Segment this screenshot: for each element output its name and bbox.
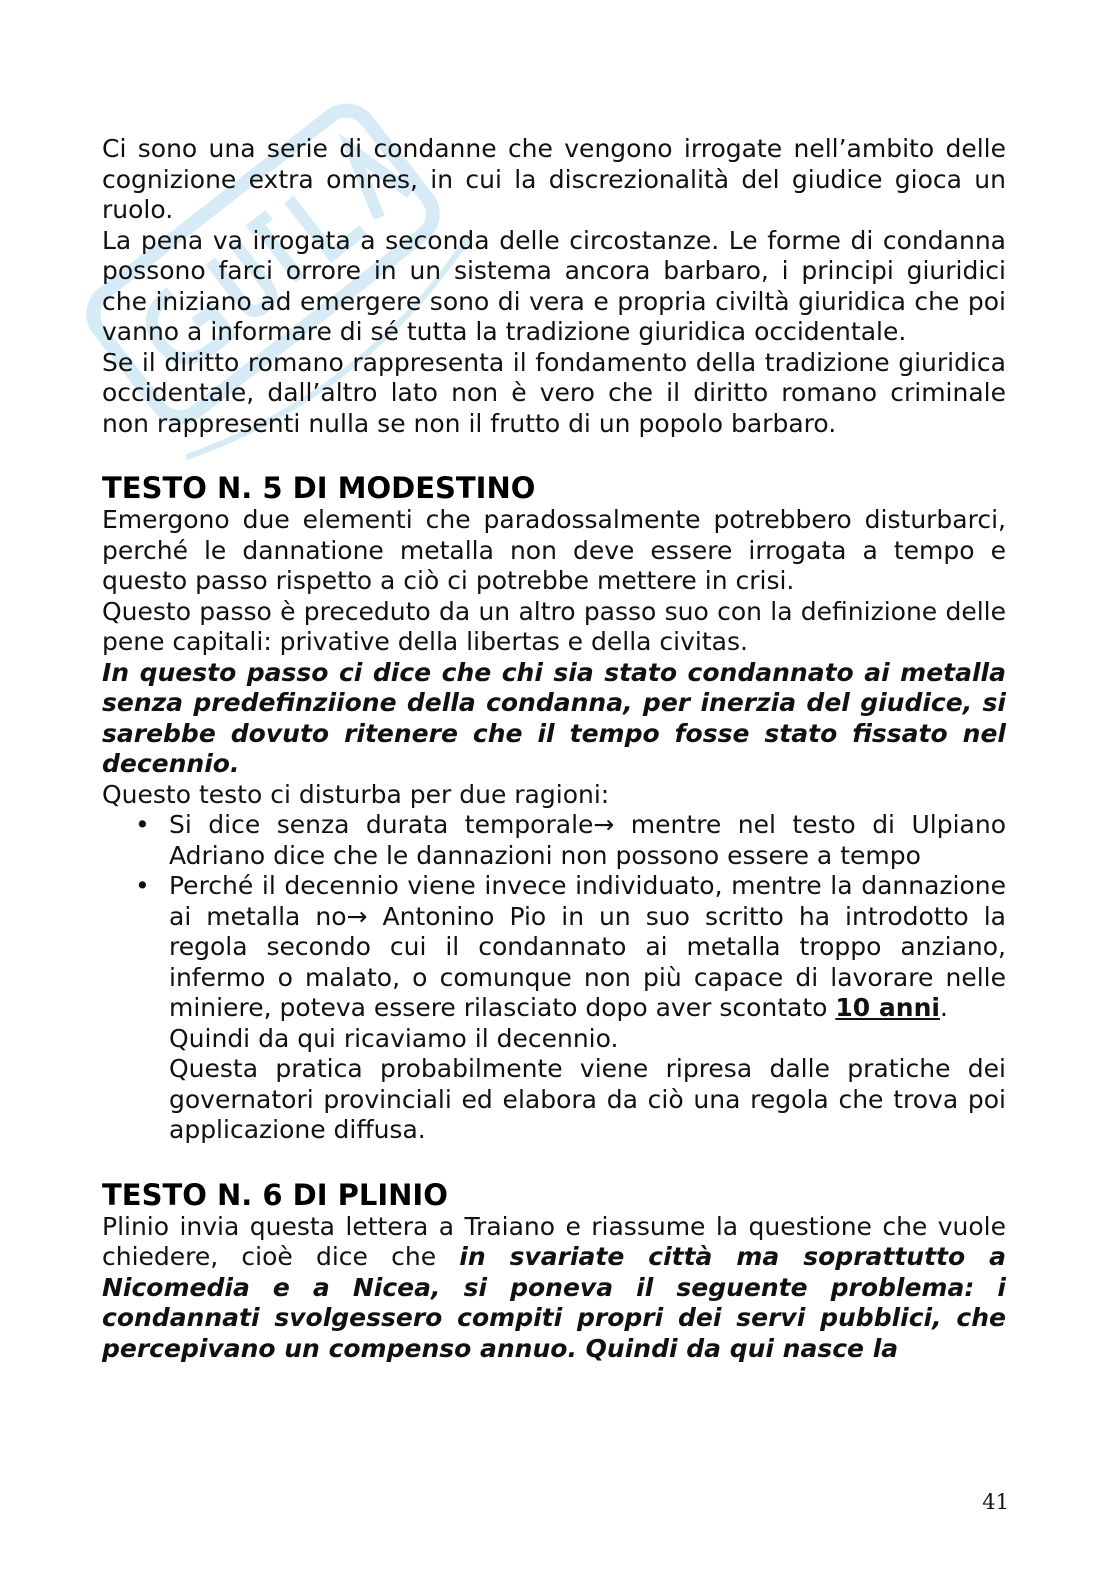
ten-years-highlight: 10 anni [835,993,940,1022]
section-6-emphasis-text: in svariate città ma soprattutto a Nicomedia e a Nicea, si poneva il seguente problema: i condannati svolgessero compiti propri dei servi pubblici, che percepivano un compenso annuo. Quindi da qui nasce la [102,1242,1006,1363]
section-6-plain-text: Plinio invia questa lettera a Traiano e riassume la questione che vuole chiedere, cioè dice che [102,1211,1006,1271]
section-5-paragraph-1: Emergono due elementi che paradossalmente potrebbero disturbarci, perché le dannatione metalla non deve essere irrogata a tempo e questo passo rispetto a ciò ci potrebbe mettere in crisi. [102,505,1006,595]
section-6-paragraph-1 [102,1212,1006,1365]
document-body [102,134,1006,1364]
section-5-emphasis-paragraph: In questo passo ci dice che chi sia stato condannato ai metalla senza predefinziione della condanna, per inerzia del giudice, si sarebbe dovuto ritenere che il tempo fosse stato fissato nel decennio. [102,657,1006,778]
list-continuation-1: Quindi da qui ricaviamo il decennio. [169,1023,619,1053]
intro-paragraph-1: Ci sono una serie di condanne che vengono irrogate nell’ambito delle cognizione extra omnes, in cui la discrezionalità del giudice gioca un ruolo. [102,134,1006,224]
list-item [102,871,1006,1024]
list-item [102,810,1006,871]
section-6-heading: TESTO N. 6 DI PLINIO [102,1177,448,1212]
bullet-2-text: Perché il decennio viene invece individuato, mentre la dannazione ai metalla no→ Antonino Pio in un suo scritto ha introdotto la regola secondo cui il condannato ai metalla troppo anziano, infermo o malato, o comunque non più capace di lavorare nelle miniere, poteva essere rilasciato dopo aver scontato [169,871,1006,1022]
list-item-text [169,871,1006,1024]
intro-paragraph-2: La pena va irrogata a seconda delle circostanze. Le forme di condanna possono farci orrore in un sistema ancora barbaro, i principi giuridici che iniziano ad emergere sono di vera e propria civiltà giuridica che poi vanno a informare di sé tutta la tradizione giuridica occidentale. [102,225,1006,346]
section-5-heading: TESTO N. 5 DI MODESTINO [102,471,536,505]
section-5-paragraph-4: Questo testo ci disturba per due ragioni: [102,779,610,809]
bullet-2-period: . [939,993,948,1022]
list-continuation-2: Questa pratica probabilmente viene ripresa dalle pratiche dei governatori provinciali ed elabora da ciò una regola che trova poi applicazione diffusa. [169,1054,1006,1144]
list-item-text: • Si dice senza durata temporale→ mentre nel testo di Ulpiano Adriano dice che le dannazioni non possono essere a tempo [169,810,1006,870]
reasons-list [102,810,1006,1024]
intro-paragraph-3: Se il diritto romano rappresenta il fondamento della tradizione giuridica occidentale, dall’altro lato non è vero che il diritto romano criminale non rappresenti nulla se non il frutto di un popolo barbaro. [102,347,1006,438]
section-5-paragraph-2: Questo passo è preceduto da un altro passo suo con la definizione delle pene capitali: privative della libertas e della civitas. [102,596,1006,656]
page-number: 41 [982,1490,1009,1514]
